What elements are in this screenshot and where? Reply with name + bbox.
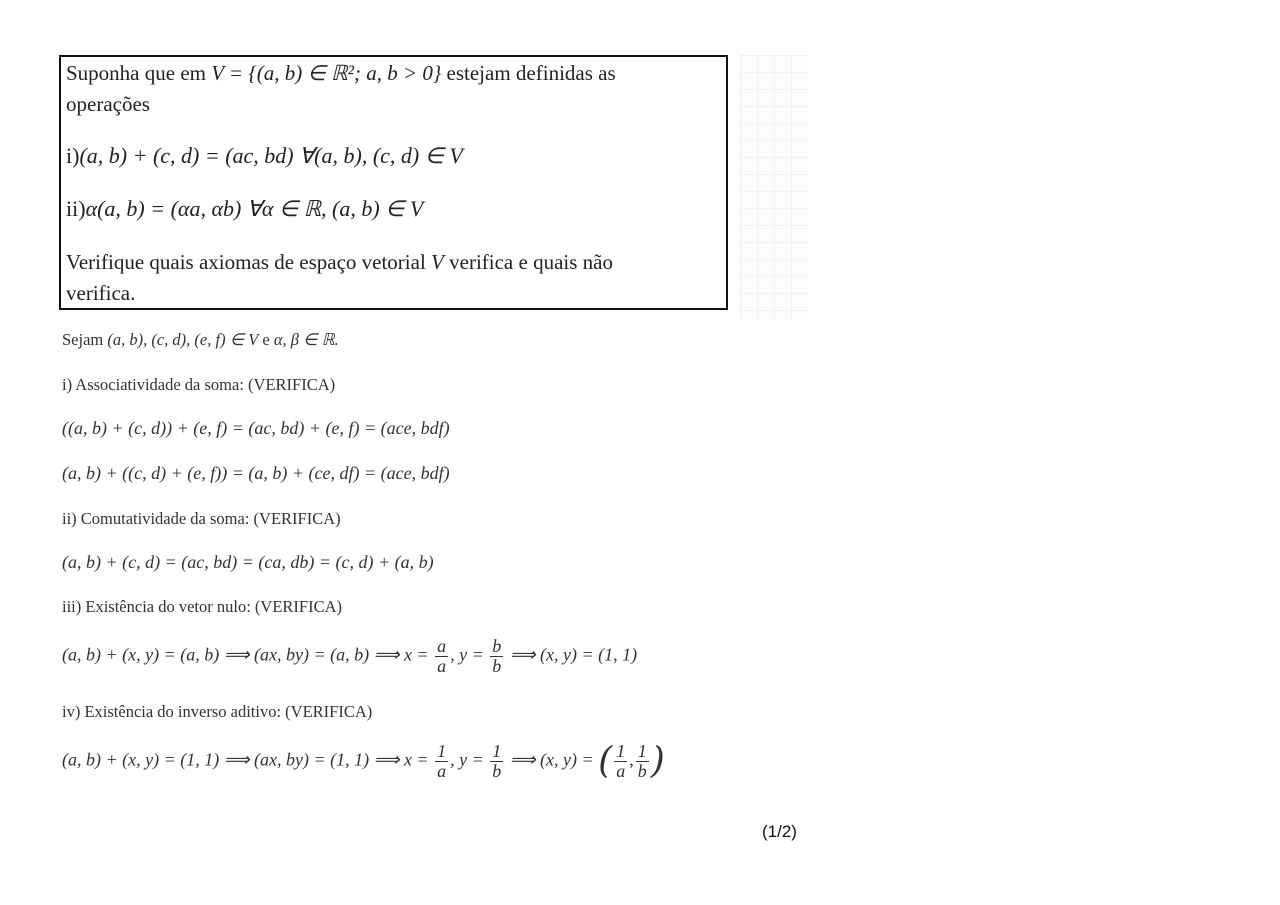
axiom-2-equation: (a, b) + (c, d) = (ac, bd) = (ca, db) = (c, d) + (a, b) xyxy=(62,552,434,572)
axiom-3-equation xyxy=(62,637,637,676)
intro-math: α, β ∈ ℝ. xyxy=(273,330,339,349)
grid-background xyxy=(740,55,808,321)
eq-part: ⟹ (x, y) = (1, 1) xyxy=(509,644,638,665)
verify-line-2: verifica. xyxy=(66,281,136,305)
problem-line-2: operações xyxy=(66,92,150,116)
denominator: a xyxy=(437,760,447,781)
problem-line-1 xyxy=(66,61,616,86)
denominator: a xyxy=(437,655,447,676)
eq-part: (a, b) + (x, y) = (1, 1) ⟹ (ax, by) = (1, 1) ⟹ x = xyxy=(62,749,429,770)
axiom-2-title: ii) Comutatividade da soma: (VERIFICA) xyxy=(62,509,341,528)
axiom-1-title: i) Associatividade da soma: (VERIFICA) xyxy=(62,375,336,394)
paren-close: ) xyxy=(650,740,665,782)
denominator: a xyxy=(616,760,626,781)
fraction xyxy=(490,742,503,781)
verify-math: V xyxy=(431,250,444,274)
fraction xyxy=(636,742,649,781)
comma: , xyxy=(629,749,634,770)
denominator: b xyxy=(492,760,502,781)
paren-open: ( xyxy=(598,740,613,782)
numerator: b xyxy=(492,636,502,656)
axiom-1-equation-2: (a, b) + ((c, d) + (e, f)) = (a, b) + (ce, df) = (ace, bdf) xyxy=(62,463,450,483)
verify-instruction xyxy=(66,250,613,275)
operation-sum xyxy=(66,143,463,169)
numerator: 1 xyxy=(492,741,502,761)
problem-statement-box xyxy=(59,55,728,310)
eq-part: ⟹ (x, y) = xyxy=(509,749,594,770)
numerator: 1 xyxy=(616,741,626,761)
intro-text: Sejam xyxy=(62,330,104,349)
operation-scalar xyxy=(66,196,423,222)
solution-intro xyxy=(62,330,339,350)
denominator: b xyxy=(637,760,647,781)
fraction xyxy=(490,637,503,676)
fraction xyxy=(435,742,448,781)
problem-text: Suponha que em xyxy=(66,61,206,85)
problem-text: verifica e quais não xyxy=(449,250,613,274)
intro-math: (a, b), (c, d), (e, f) ∈ V xyxy=(107,330,259,349)
set-definition-math: V = {(a, b) ∈ ℝ²; a, b > 0} xyxy=(211,61,442,85)
fraction xyxy=(435,637,448,676)
numerator: 1 xyxy=(437,741,447,761)
intro-text: e xyxy=(262,330,270,349)
numerator: 1 xyxy=(637,741,647,761)
eq-part: (a, b) + (x, y) = (a, b) ⟹ (ax, by) = (a, b) ⟹ x = xyxy=(62,644,429,665)
operation-sum-math: (a, b) + (c, d) = (ac, bd) ∀(a, b), (c, d) ∈ V xyxy=(79,143,463,168)
eq-part: , y = xyxy=(450,644,484,665)
problem-text: Verifique quais axiomas de espaço vetorial xyxy=(66,250,426,274)
axiom-3-title: iii) Existência do vetor nulo: (VERIFICA) xyxy=(62,597,342,616)
page-number: (1/2) xyxy=(762,822,797,841)
operation-label: ii) xyxy=(66,196,86,221)
axiom-4-title: iv) Existência do inverso aditivo: (VERIFICA) xyxy=(62,702,373,721)
operation-label: i) xyxy=(66,143,80,168)
problem-text: estejam definidas as xyxy=(446,61,616,85)
fraction xyxy=(614,742,627,781)
numerator: a xyxy=(437,636,447,656)
denominator: b xyxy=(492,655,502,676)
operation-scalar-math: α(a, b) = (αa, αb) ∀α ∈ ℝ, (a, b) ∈ V xyxy=(85,196,424,221)
axiom-1-equation-1: ((a, b) + (c, d)) + (e, f) = (ac, bd) + (e, f) = (ace, bdf) xyxy=(62,418,450,438)
eq-part: , y = xyxy=(450,749,484,770)
axiom-4-equation xyxy=(62,742,665,781)
